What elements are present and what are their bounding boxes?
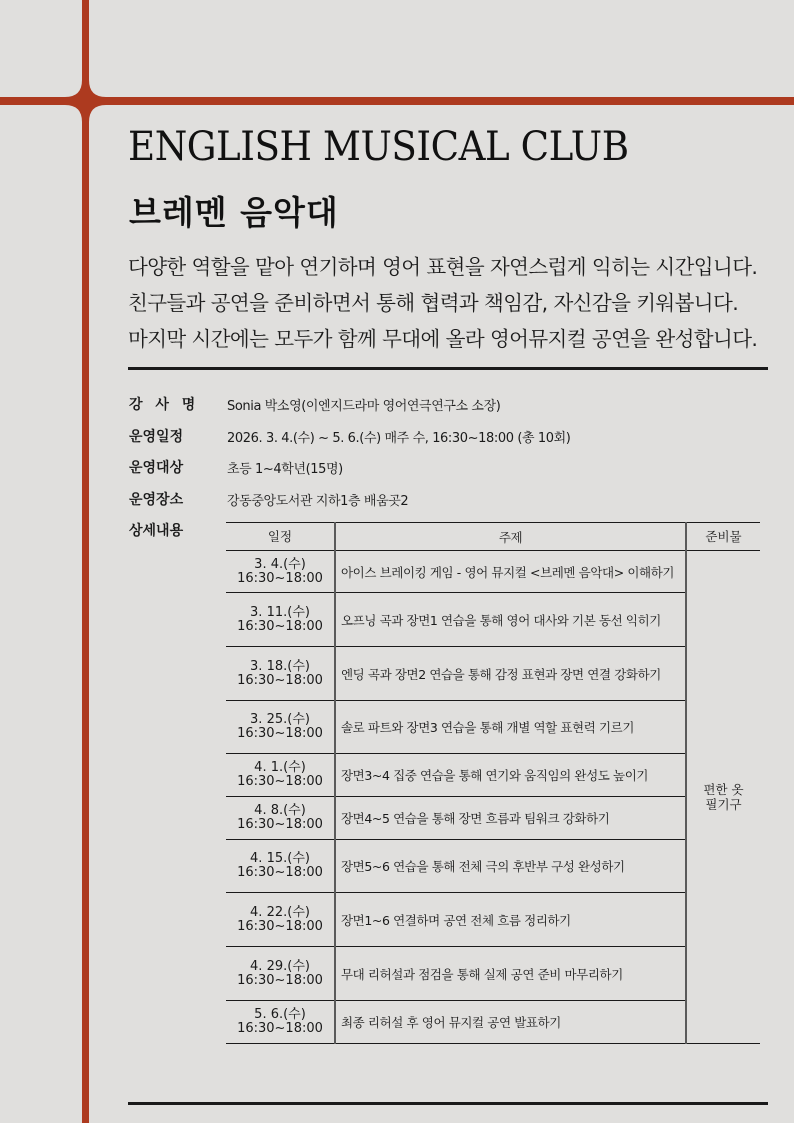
info-row-schedule — [129, 426, 570, 446]
row-topic: 최종 리허설 후 영어 뮤지컬 공연 발표하기 — [335, 1001, 686, 1044]
intro-text — [128, 249, 778, 357]
table-row — [226, 754, 760, 797]
section-divider-bottom — [128, 1102, 768, 1105]
schedule-table — [226, 522, 760, 1044]
row-date: 3. 18.(수) 16:30~18:00 — [237, 658, 323, 688]
info-label: 강 사 명 — [129, 397, 200, 413]
table-row — [226, 947, 760, 1001]
row-topic: 오프닝 곡과 장면1 연습을 통해 영어 대사와 기본 동선 익히기 — [335, 593, 686, 647]
row-topic: 장면1~6 연결하며 공연 전체 흐름 정리하기 — [335, 893, 686, 947]
table-row — [226, 893, 760, 947]
table-row — [226, 840, 760, 893]
info-value: 강동중앙도서관 지하1층 배움곳2 — [227, 493, 409, 509]
row-date: 3. 4.(수) 16:30~18:00 — [237, 556, 323, 586]
info-value: 2026. 3. 4.(수) ~ 5. 6.(수) 매주 수, 16:30~18:00 (총 10회) — [227, 430, 571, 446]
row-topic: 장면3~4 집중 연습을 통해 연기와 움직임의 완성도 높이기 — [335, 754, 686, 797]
info-row-location — [129, 489, 408, 509]
section-divider-top — [128, 367, 768, 370]
intro-line: 친구들과 공연을 준비하면서 통해 협력과 책임감, 자신감을 키워봅니다. — [128, 291, 739, 315]
table-row — [226, 551, 760, 593]
row-date: 4. 15.(수) 16:30~18:00 — [237, 851, 323, 880]
row-date: 4. 8.(수) 16:30~18:00 — [237, 803, 323, 832]
intro-line: 마지막 시간에는 모두가 함께 무대에 올라 영어뮤지컬 공연을 완성합니다. — [128, 327, 758, 351]
row-topic: 아이스 브레이킹 게임 - 영어 뮤지컬 <브레멘 음악대> 이해하기 — [335, 551, 686, 593]
row-topic: 장면5~6 연습을 통해 전체 극의 후반부 구성 완성하기 — [335, 840, 686, 893]
table-row — [226, 1001, 760, 1044]
page-title-english: ENGLISH MUSICAL CLUB — [128, 124, 629, 170]
row-topic: 엔딩 곡과 장면2 연습을 통해 감정 표현과 장면 연결 강화하기 — [335, 647, 686, 701]
info-label: 운영일정 — [129, 429, 184, 445]
table-row — [226, 701, 760, 754]
row-date: 4. 29.(수) 16:30~18:00 — [237, 958, 323, 988]
row-date: 3. 11.(수) 16:30~18:00 — [237, 604, 323, 634]
row-topic: 장면4~5 연습을 통해 장면 흐름과 팀워크 강화하기 — [335, 797, 686, 840]
cross-joint-ornament — [65, 80, 106, 122]
column-header-topic: 주제 — [335, 523, 686, 551]
table-row — [226, 647, 760, 701]
table-row — [226, 593, 760, 647]
row-date: 5. 6.(수) 16:30~18:00 — [237, 1007, 323, 1036]
info-value: Sonia 박소영(이엔지드라마 영어연극연구소 소장) — [227, 398, 501, 414]
column-header-date: 일정 — [267, 528, 293, 544]
info-row-target — [129, 457, 343, 477]
info-label: 상세내용 — [129, 523, 184, 539]
red-horizontal-rule — [0, 97, 794, 105]
supplies-cell: 편한 옷 필기구 — [686, 551, 760, 1044]
info-row-instructor — [129, 394, 500, 414]
row-date: 4. 22.(수) 16:30~18:00 — [237, 904, 323, 934]
table-row — [226, 797, 760, 840]
row-date: 3. 25.(수) 16:30~18:00 — [237, 712, 323, 741]
table-header-row — [226, 523, 760, 551]
row-topic: 무대 리허설과 점검을 통해 실제 공연 준비 마무리하기 — [335, 947, 686, 1001]
red-vertical-rule — [82, 0, 89, 1123]
info-row-details — [129, 520, 227, 540]
info-value: 초등 1~4학년(15명) — [227, 461, 343, 477]
info-label: 운영대상 — [129, 460, 184, 476]
column-header-supplies: 준비물 — [686, 523, 760, 551]
page-title-korean: 브레멘 음악대 — [129, 193, 339, 232]
row-date: 4. 1.(수) 16:30~18:00 — [237, 760, 323, 789]
intro-line: 다양한 역할을 맡아 연기하며 영어 표현을 자연스럽게 익히는 시간입니다. — [128, 255, 758, 279]
row-topic: 솔로 파트와 장면3 연습을 통해 개별 역할 표현력 기르기 — [335, 701, 686, 754]
info-label: 운영장소 — [129, 492, 184, 508]
